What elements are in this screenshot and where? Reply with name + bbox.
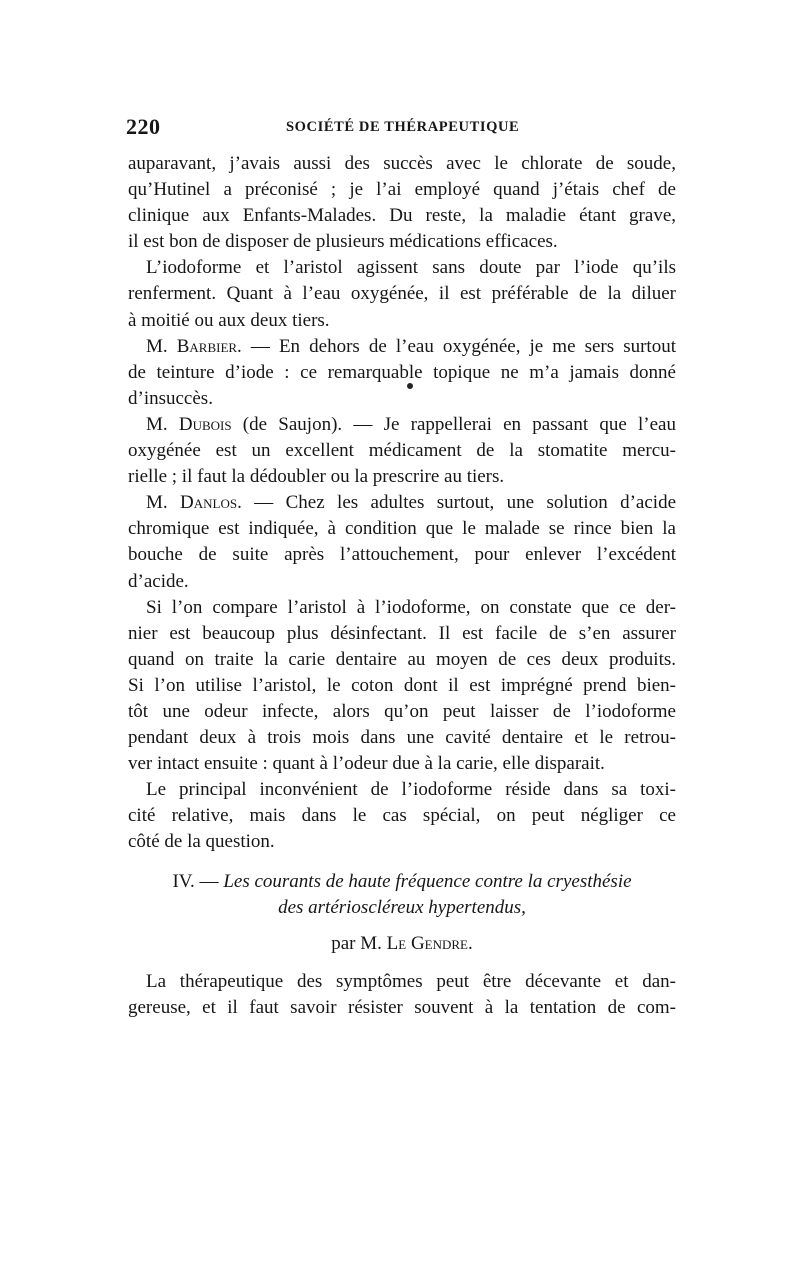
- text-line: côté de la question.: [128, 831, 275, 853]
- text-line: nier est beaucoup plus désinfectant. Il est facile de s’en assurer: [128, 622, 676, 644]
- running-title: SOCIÉTÉ DE THÉRAPEUTIQUE: [286, 119, 520, 135]
- text-line: rielle ; il faut la dédoubler ou la prescrire au tiers.: [128, 466, 505, 488]
- text-line: il est bon de disposer de plusieurs médications efficaces.: [128, 231, 558, 253]
- author-name: Le Gendre.: [386, 933, 473, 954]
- text-line: à moitié ou aux deux tiers.: [128, 309, 330, 331]
- text-line: chromique est indiquée, à condition que le malade se rince bien la: [128, 518, 676, 540]
- text-line: ver intact ensuite : quant à l’odeur due à la carie, elle disparait.: [128, 753, 605, 775]
- section-title-line-1: Les courants de haute fréquence contre la cryesthésie: [223, 871, 632, 892]
- section-title-line-2: des artérioscléreux hypertendus,: [278, 897, 526, 918]
- page-number: 220: [126, 114, 161, 139]
- text-line: d’insuccès.: [128, 387, 213, 409]
- text-line: oxygénée est un excellent médicament de la stomatite mercu-: [128, 440, 676, 462]
- text-run: — En dehors de l’eau oxygénée, je me sers surtout: [241, 335, 676, 357]
- text-line: tôt une odeur infecte, alors qu’on peut laisser de l’iodoforme: [128, 700, 676, 722]
- speaker-line: [128, 490, 676, 516]
- speaker-name: M. Danlos.: [146, 492, 242, 514]
- text-line: La thérapeutique des symptômes peut être décevante et dan-: [146, 971, 676, 992]
- text-line: L’iodoforme et l’aristol agissent sans doute par l’iode qu’ils: [146, 257, 676, 279]
- discussion-text: [128, 151, 676, 856]
- section-number: IV. —: [172, 871, 224, 892]
- text-line: cité relative, mais dans le cas spécial, on peut négliger ce: [128, 805, 676, 827]
- text-run: (de Saujon). — Je rappellerai en passant que l’eau: [231, 413, 676, 435]
- text-line: Le principal inconvénient de l’iodoforme réside dans sa toxi-: [146, 779, 676, 801]
- text-line: Si l’on utilise l’aristol, le coton dont il est imprégné prend bien-: [128, 674, 676, 696]
- text-line: Si l’on compare l’aristol à l’iodoforme, on constate que ce der-: [146, 596, 676, 618]
- text-run: — Chez les adultes surtout, une solution d’acide: [241, 492, 677, 514]
- text-line: d’acide.: [128, 570, 189, 592]
- section-title: [128, 871, 676, 893]
- text-line: renferment. Quant à l’eau oxygénée, il est préférable de la diluer: [128, 283, 676, 305]
- text-line: gereuse, et il faut savoir résister souvent à la tentation de com-: [128, 997, 676, 1019]
- speaker-name: M. Dubois: [146, 413, 232, 435]
- text-line: auparavant, j’avais aussi des succès avec le chlorate de soude,: [128, 153, 676, 174]
- section-author: [128, 933, 676, 955]
- text-line: bouche de suite après l’attouchement, pour enlever l’excédent: [128, 544, 676, 566]
- section-body: [128, 969, 676, 1021]
- running-head: [126, 114, 678, 142]
- text-line: pendant deux à trois mois dans une cavité dentaire et le retrou-: [128, 727, 676, 749]
- speaker-line: [128, 412, 676, 438]
- text-line: quand on traite la carie dentaire au moyen de ces deux produits.: [128, 648, 676, 670]
- text-line: clinique aux Enfants-Malades. Du reste, la maladie étant grave,: [128, 205, 676, 227]
- text-line: de teinture d’iode : ce remarquable topique ne m’a jamais donné: [128, 361, 676, 383]
- author-prefix: par M.: [331, 933, 387, 954]
- ink-speck: [407, 383, 413, 389]
- speaker-line: [128, 334, 676, 360]
- speaker-name: M. Barbier.: [146, 335, 242, 357]
- text-line: qu’Hutinel a préconisé ; je l’ai employé quand j’étais chef de: [128, 179, 676, 201]
